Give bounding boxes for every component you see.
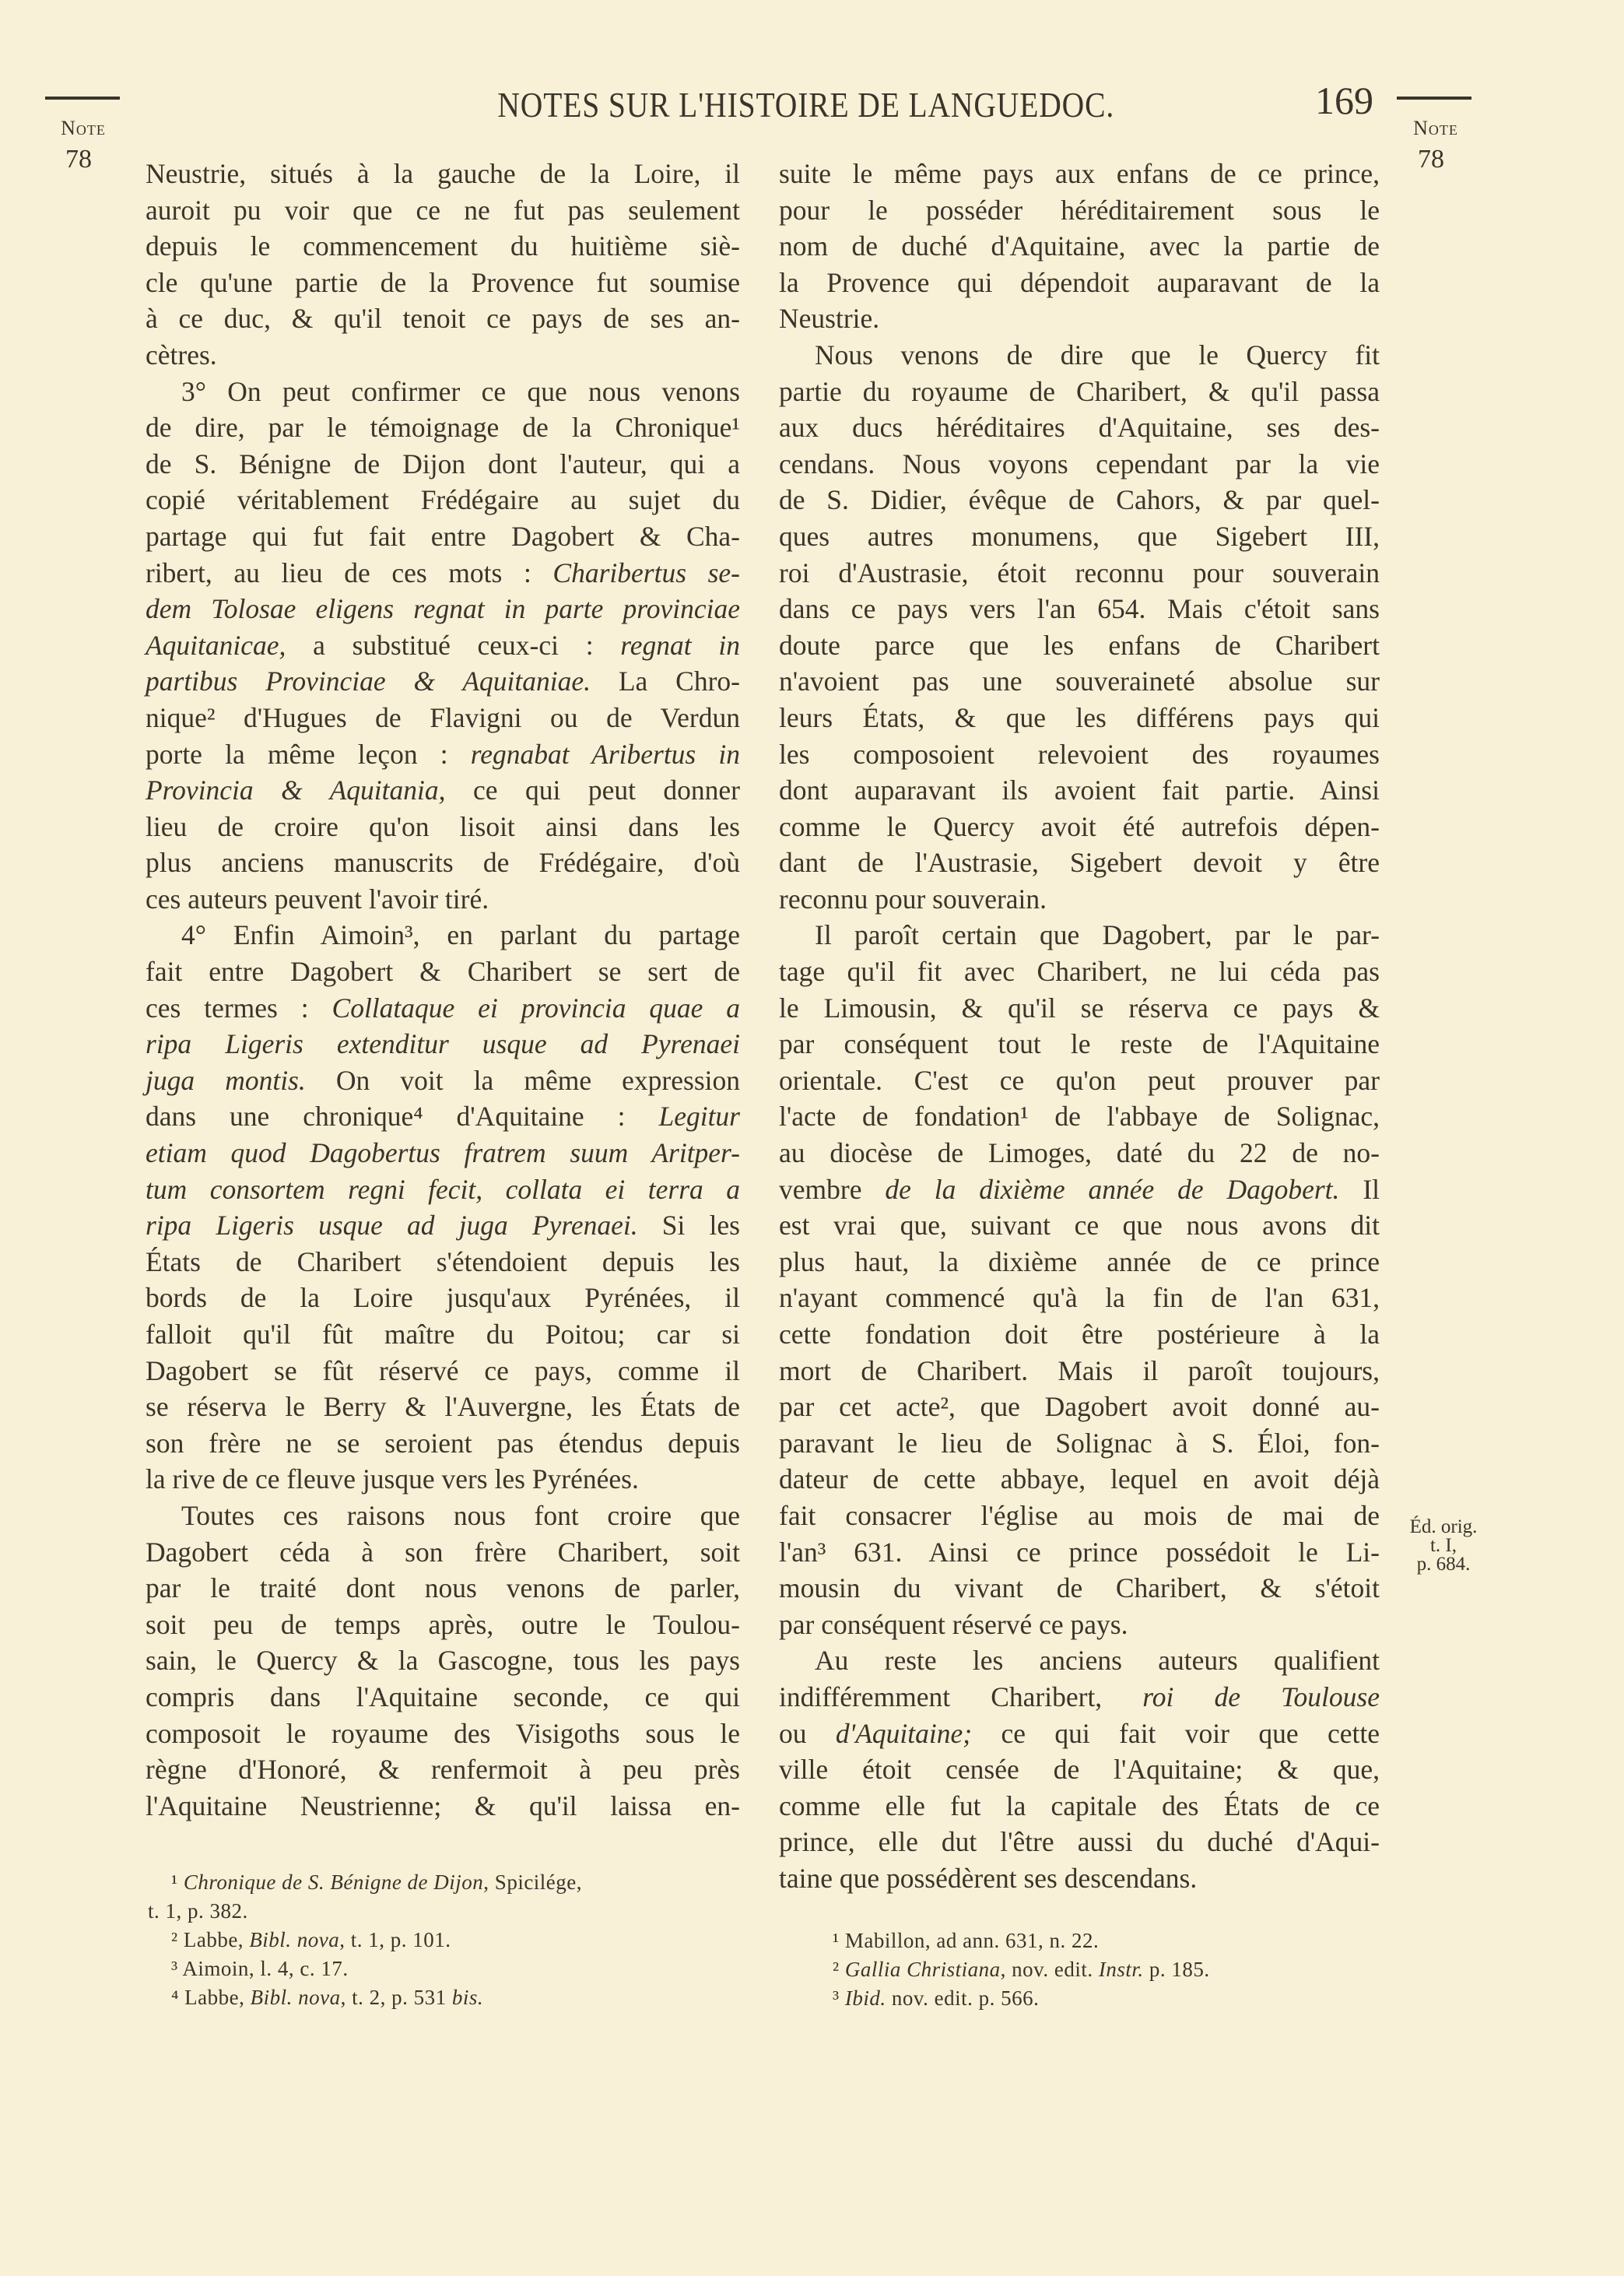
text-line <box>146 1751 740 1788</box>
text-run: par cet acte², que Dagobert avoit donné au- <box>779 1391 1380 1423</box>
text-run: leurs États, & que les différens pays qui <box>779 701 1380 733</box>
italic-text: partibus Provinciae & Aquitaniae. <box>146 666 591 697</box>
text-line <box>779 1316 1380 1353</box>
text-line <box>146 1098 740 1135</box>
text-run: La Chro- <box>591 666 740 697</box>
text-run: tage qu'il fit avec Charibert, ne lui céda pas <box>779 956 1380 988</box>
text-line <box>779 1860 1380 1897</box>
text-line <box>779 192 1380 229</box>
margin-note-label-left: Note <box>61 117 106 139</box>
text-run: paravant le lieu de Solignac à S. Éloi, fon- <box>779 1427 1380 1459</box>
text-line <box>779 772 1380 809</box>
footnote-line <box>809 1955 1210 1984</box>
text-run: ces termes : <box>146 992 332 1024</box>
text-line <box>779 1389 1380 1425</box>
text-run: nom de duché d'Aquitaine, avec la partie de <box>779 230 1380 262</box>
text-run: Au reste les anciens auteurs qualifient <box>815 1645 1380 1677</box>
footnote-line <box>809 1984 1210 2013</box>
text-run: t. 1, p. 382. <box>148 1899 248 1923</box>
text-run: ces auteurs peuvent l'avoir tiré. <box>146 883 489 915</box>
paragraph <box>146 156 740 374</box>
text-line <box>779 228 1380 265</box>
text-run: l'Aquitaine Neustrienne; & qu'il laissa en- <box>146 1790 740 1821</box>
text-line <box>146 1244 740 1280</box>
text-run: n'avoient pas une souveraineté absolue sur <box>779 666 1380 697</box>
text-run: taine que possédèrent ses descendans. <box>779 1862 1198 1894</box>
text-line <box>779 990 1380 1027</box>
text-line <box>146 1171 740 1208</box>
text-line <box>146 1534 740 1571</box>
text-line <box>779 1751 1380 1788</box>
text-run: cètres. <box>146 339 217 371</box>
text-line <box>779 1062 1380 1099</box>
text-run: la Provence qui dépendoit auparavant de la <box>779 266 1380 298</box>
text-line <box>146 1679 740 1716</box>
margin-ref-line: p. 684. <box>1416 1554 1471 1575</box>
text-run: lieu de croire qu'on lisoit ainsi dans les <box>146 810 740 842</box>
text-run: , t. 2, p. 531 <box>340 1986 452 2009</box>
footnotes-right <box>809 1927 1210 2013</box>
text-line <box>146 990 740 1027</box>
original-edition-reference <box>1401 1518 1486 1574</box>
text-run: Nous venons de dire que le Quercy fit <box>815 339 1380 371</box>
text-run: partie du royaume de Charibert, & qu'il passa <box>779 375 1380 407</box>
text-line <box>779 1716 1380 1752</box>
text-line <box>779 409 1380 446</box>
text-run: a substitué ceux-ci : <box>286 629 621 661</box>
footnote-line <box>148 1897 582 1926</box>
text-run: , t. 1, p. 101. <box>339 1928 451 1951</box>
text-line <box>779 736 1380 773</box>
text-run: Neustrie, situés à la gauche de la Loire, il <box>146 158 740 189</box>
text-run: dans une chronique⁴ d'Aquitaine : <box>146 1101 659 1133</box>
footnote-line <box>148 1926 582 1955</box>
text-run: au diocèse de Limoges, daté du 22 de no- <box>779 1137 1380 1169</box>
text-run: comme le Quercy avoit été autrefois dépen- <box>779 810 1380 842</box>
text-line <box>146 1425 740 1462</box>
text-run: doute parce que les enfans de Charibert <box>779 629 1380 661</box>
text-run: cendans. Nous voyons cependant par la vie <box>779 448 1380 479</box>
italic-text: ripa Ligeris usque ad juga Pyrenaei. <box>146 1210 638 1242</box>
text-line <box>146 482 740 518</box>
running-title: NOTES SUR L'HISTOIRE DE LANGUEDOC. <box>497 85 1115 125</box>
text-run: dans ce pays vers l'an 654. Mais c'étoit sans <box>779 593 1380 625</box>
text-run: On voit la même expression <box>305 1064 740 1096</box>
text-run: comme elle fut la capitale des États de ce <box>779 1790 1380 1821</box>
text-run: roi d'Austrasie, étoit reconnu pour souverain <box>779 557 1380 588</box>
text-line <box>146 1570 740 1607</box>
text-line <box>779 1570 1380 1607</box>
paragraph <box>146 1498 740 1824</box>
text-run: p. 185. <box>1143 1958 1210 1981</box>
italic-text: regnat in <box>620 629 740 661</box>
text-run: la rive de ce fleuve jusque vers les Pyrénées. <box>146 1463 639 1495</box>
text-run: l'an³ 631. Ainsi ce prince possédoit le Li- <box>779 1536 1380 1568</box>
text-run: fait consacrer l'église au mois de mai de <box>779 1499 1380 1531</box>
text-run: vembre <box>779 1173 886 1205</box>
margin-note-label-right: Note <box>1413 117 1458 139</box>
margin-note-number-left: 78 <box>65 145 92 174</box>
text-run: n'ayant commencé qu'à la fin de l'an 631, <box>779 1282 1380 1314</box>
text-run: plus haut, la dixième année de ce prince <box>779 1245 1380 1277</box>
text-line <box>779 1461 1380 1498</box>
text-line <box>146 917 740 954</box>
text-line <box>779 881 1380 918</box>
text-run: ce qui peut donner <box>445 774 741 806</box>
text-run: par le traité dont nous venons de parler, <box>146 1572 740 1604</box>
text-line <box>146 809 740 845</box>
italic-text: Bibl. nova <box>250 1986 341 2009</box>
italic-text: Ibid. <box>844 1986 886 2010</box>
text-run: par conséquent tout le reste de l'Aquitaine <box>779 1028 1380 1060</box>
margin-ref-line: Éd. orig. <box>1409 1516 1478 1537</box>
text-run: compris dans l'Aquitaine seconde, ce qui <box>146 1681 740 1712</box>
text-run: cle qu'une partie de la Provence fut soumise <box>146 266 740 298</box>
text-run: dateur de cette abbaye, lequel en avoit déjà <box>779 1463 1380 1495</box>
text-column-left <box>146 156 740 1824</box>
text-line <box>779 518 1380 555</box>
text-line <box>146 627 740 664</box>
text-run: Il paroît certain que Dagobert, par le par- <box>815 919 1380 951</box>
text-line <box>779 1534 1380 1571</box>
text-run: composoit le royaume des Visigoths sous le <box>146 1717 740 1749</box>
text-run: Dagobert se fût réservé ce pays, comme il <box>146 1354 740 1386</box>
text-line <box>146 845 740 881</box>
text-run: nique² d'Hugues de Flavigni ou de Verdun <box>146 701 740 733</box>
text-run: de S. Bénigne de Dijon dont l'auteur, qui a <box>146 448 740 479</box>
margin-note-number-right: 78 <box>1418 145 1444 174</box>
text-run: États de Charibert s'étendoient depuis les <box>146 1245 740 1277</box>
text-run: Dagobert céda à son frère Charibert, soit <box>146 1536 740 1568</box>
text-run: porte la même leçon : <box>146 738 471 770</box>
italic-text: d'Aquitaine; <box>835 1717 973 1749</box>
text-line <box>779 1824 1380 1860</box>
text-run: indifféremment Charibert, <box>779 1681 1143 1712</box>
text-line <box>146 446 740 483</box>
italic-text: de la dixième année de Dagobert. <box>885 1173 1340 1205</box>
text-run: est vrai que, suivant ce que nous avons dit <box>779 1210 1380 1242</box>
text-run: de S. Didier, évêque de Cahors, & par quel- <box>779 484 1380 516</box>
text-run: ville étoit censée de l'Aquitaine; & que, <box>779 1754 1380 1786</box>
text-line <box>146 1716 740 1752</box>
italic-text: dem Tolosae eligens regnat in parte provinciae <box>146 593 740 625</box>
text-run: dont auparavant ils avoient fait partie. Ainsi <box>779 774 1380 806</box>
paragraph <box>779 156 1380 337</box>
italic-text: tum consortem regni fecit, collata ei terra a <box>146 1173 740 1205</box>
text-line <box>779 1788 1380 1825</box>
text-line <box>146 555 740 592</box>
text-run: nov. edit. p. 566. <box>886 1986 1040 2010</box>
text-run: ³ <box>833 1986 845 2010</box>
text-line <box>146 1353 740 1389</box>
italic-text: Instr. <box>1098 1958 1144 1981</box>
text-line <box>779 337 1380 374</box>
text-run: mort de Charibert. Mais il paroît toujours, <box>779 1354 1380 1386</box>
text-line <box>779 1098 1380 1135</box>
footnote-line <box>148 1955 582 1983</box>
text-line <box>146 1498 740 1534</box>
text-run: ¹ Mabillon, ad ann. 631, n. 22. <box>833 1929 1100 1952</box>
paragraph <box>779 1642 1380 1896</box>
italic-text: etiam quod Dagobertus fratrem suum Aritper- <box>146 1137 740 1169</box>
text-run: ² <box>833 1958 845 1981</box>
text-line <box>779 1135 1380 1171</box>
paragraph <box>146 374 740 918</box>
text-run: de dire, par le témoignage de la Chronique¹ <box>146 412 740 444</box>
paragraph <box>779 337 1380 918</box>
text-line <box>779 809 1380 845</box>
text-run: ⁴ Labbe, <box>171 1986 251 2009</box>
text-line <box>779 1679 1380 1716</box>
text-line <box>146 881 740 918</box>
italic-text: bis. <box>451 1986 484 2009</box>
text-line <box>779 1244 1380 1280</box>
footnote-line <box>809 1927 1210 1955</box>
margin-ref-line: t. I, <box>1429 1535 1457 1556</box>
text-line <box>146 337 740 374</box>
text-run: depuis le commencement du huitième siè- <box>146 230 740 262</box>
text-line <box>779 555 1380 592</box>
text-line <box>779 1353 1380 1389</box>
text-line <box>146 1026 740 1062</box>
text-line <box>146 1062 740 1099</box>
italic-text: roi de Toulouse <box>1142 1681 1380 1712</box>
text-line <box>779 700 1380 736</box>
text-line <box>146 663 740 700</box>
text-run: pour le posséder héréditairement sous le <box>779 194 1380 226</box>
text-run: aux ducs héréditaires d'Aquitaine, ses des- <box>779 412 1380 444</box>
text-run: copié véritablement Frédégaire au sujet du <box>146 484 740 516</box>
text-run: plus anciens manuscrits de Frédégaire, d'où <box>146 847 740 879</box>
text-run: partage qui fut fait entre Dagobert & Cha- <box>146 520 740 552</box>
text-line <box>146 700 740 736</box>
italic-text: regnabat Aribertus in <box>470 738 741 770</box>
text-run: son frère ne se seroient pas étendus depuis <box>146 1427 740 1459</box>
text-line <box>779 374 1380 410</box>
italic-text: Chronique de S. Bénigne de Dijon <box>183 1870 484 1894</box>
text-line <box>779 845 1380 881</box>
italic-text: Legitur <box>658 1101 740 1133</box>
text-line <box>146 1461 740 1498</box>
text-line <box>146 1316 740 1353</box>
text-line <box>146 1788 740 1825</box>
text-line <box>146 736 740 773</box>
text-run: mousin du vivant de Charibert, & s'étoit <box>779 1572 1380 1604</box>
italic-text: Collataque ei provincia quae a <box>331 992 740 1024</box>
text-run: l'acte de fondation¹ de l'abbaye de Solignac, <box>779 1101 1380 1133</box>
text-line <box>779 1207 1380 1244</box>
text-line <box>779 627 1380 664</box>
text-run: auroit pu voir que ce ne fut pas seulement <box>146 194 740 226</box>
text-line <box>146 518 740 555</box>
italic-text: juga montis. <box>146 1064 306 1096</box>
text-run: 4° Enfin Aimoin³, en parlant du partage <box>181 919 740 951</box>
footnote-line <box>148 1868 582 1897</box>
text-line <box>779 1280 1380 1316</box>
text-line <box>146 591 740 627</box>
text-line <box>146 374 740 410</box>
text-line <box>146 772 740 809</box>
text-run: ribert, au lieu de ces mots : <box>146 557 553 588</box>
text-run: prince, elle dut l'être aussi du duché d'Aqui- <box>779 1826 1380 1858</box>
text-line <box>146 300 740 337</box>
text-line <box>146 1280 740 1316</box>
italic-text: Bibl. nova <box>249 1928 340 1951</box>
text-run: reconnu pour souverain. <box>779 883 1047 915</box>
text-run: , Spicilége, <box>483 1870 583 1894</box>
text-line <box>146 954 740 990</box>
page-number: 169 <box>1315 79 1373 122</box>
text-line <box>146 409 740 446</box>
paragraph <box>146 917 740 1498</box>
text-run: fait entre Dagobert & Charibert se sert de <box>146 956 740 988</box>
text-run: ³ Aimoin, l. 4, c. 17. <box>171 1957 349 1980</box>
italic-text: Provincia & Aquitania, <box>146 774 446 806</box>
text-run: , nov. edit. <box>1000 1958 1099 1981</box>
text-run: soit peu de temps après, outre le Toulou- <box>146 1608 740 1640</box>
text-line <box>146 1207 740 1244</box>
text-run: règne d'Honoré, & renfermoit à peu près <box>146 1754 740 1786</box>
text-line <box>779 1171 1380 1208</box>
text-run: 3° On peut confirmer ce que nous venons <box>181 375 740 407</box>
text-run: ou <box>779 1717 836 1749</box>
text-run: ² Labbe, <box>171 1928 250 1951</box>
text-run: dant de l'Austrasie, Sigebert devoit y être <box>779 847 1380 879</box>
text-line <box>779 156 1380 192</box>
text-line <box>779 1607 1380 1643</box>
text-line <box>779 663 1380 700</box>
italic-text: Charibertus se- <box>552 557 741 588</box>
footnotes-left <box>148 1868 582 2012</box>
text-run: se réserva le Berry & l'Auvergne, les États de <box>146 1391 740 1423</box>
footnote-line <box>148 1983 582 2012</box>
italic-text: Aquitanicae, <box>146 629 286 661</box>
text-line <box>779 954 1380 990</box>
text-run: ce qui fait voir que cette <box>972 1717 1380 1749</box>
text-line <box>146 265 740 301</box>
text-run: falloit qu'il fût maître du Poitou; car si <box>146 1319 740 1350</box>
text-line <box>779 265 1380 301</box>
text-run: suite le même pays aux enfans de ce prince, <box>779 158 1380 189</box>
text-line <box>779 1026 1380 1062</box>
text-line <box>779 591 1380 627</box>
text-line <box>146 192 740 229</box>
text-line <box>779 917 1380 954</box>
text-line <box>779 1498 1380 1534</box>
text-line <box>779 446 1380 483</box>
text-run: le Limousin, & qu'il se réserva ce pays & <box>779 992 1380 1024</box>
text-column-right <box>779 156 1380 1897</box>
text-line <box>779 482 1380 518</box>
text-run: sain, le Quercy & la Gascogne, tous les pays <box>146 1645 740 1677</box>
text-line <box>146 1607 740 1643</box>
text-line <box>779 1425 1380 1462</box>
text-run: cette fondation doit être postérieure à la <box>779 1319 1380 1350</box>
text-run: orientale. C'est ce qu'on peut prouver par <box>779 1064 1380 1096</box>
text-run: à ce duc, & qu'il tenoit ce pays de ses an- <box>146 303 740 335</box>
text-run: Si les <box>637 1210 740 1242</box>
text-run: Neustrie. <box>779 303 880 335</box>
text-line <box>779 1642 1380 1679</box>
text-line <box>146 1389 740 1425</box>
italic-text: ripa Ligeris extenditur usque ad Pyrenaei <box>146 1028 740 1060</box>
text-run: Toutes ces raisons nous font croire que <box>181 1499 740 1531</box>
text-run: ¹ <box>171 1870 184 1894</box>
italic-text: Gallia Christiana <box>844 1958 1001 1981</box>
text-run: Il <box>1339 1173 1380 1205</box>
text-line <box>146 1642 740 1679</box>
text-run: ques autres monumens, que Sigebert III, <box>779 520 1380 552</box>
text-run: les composoient relevoient des royaumes <box>779 738 1380 770</box>
text-run: bords de la Loire jusqu'aux Pyrénées, il <box>146 1282 740 1314</box>
text-line <box>146 156 740 192</box>
text-run: par conséquent réservé ce pays. <box>779 1608 1128 1640</box>
text-line <box>779 300 1380 337</box>
paragraph <box>779 917 1380 1642</box>
text-line <box>146 228 740 265</box>
text-line <box>146 1135 740 1171</box>
